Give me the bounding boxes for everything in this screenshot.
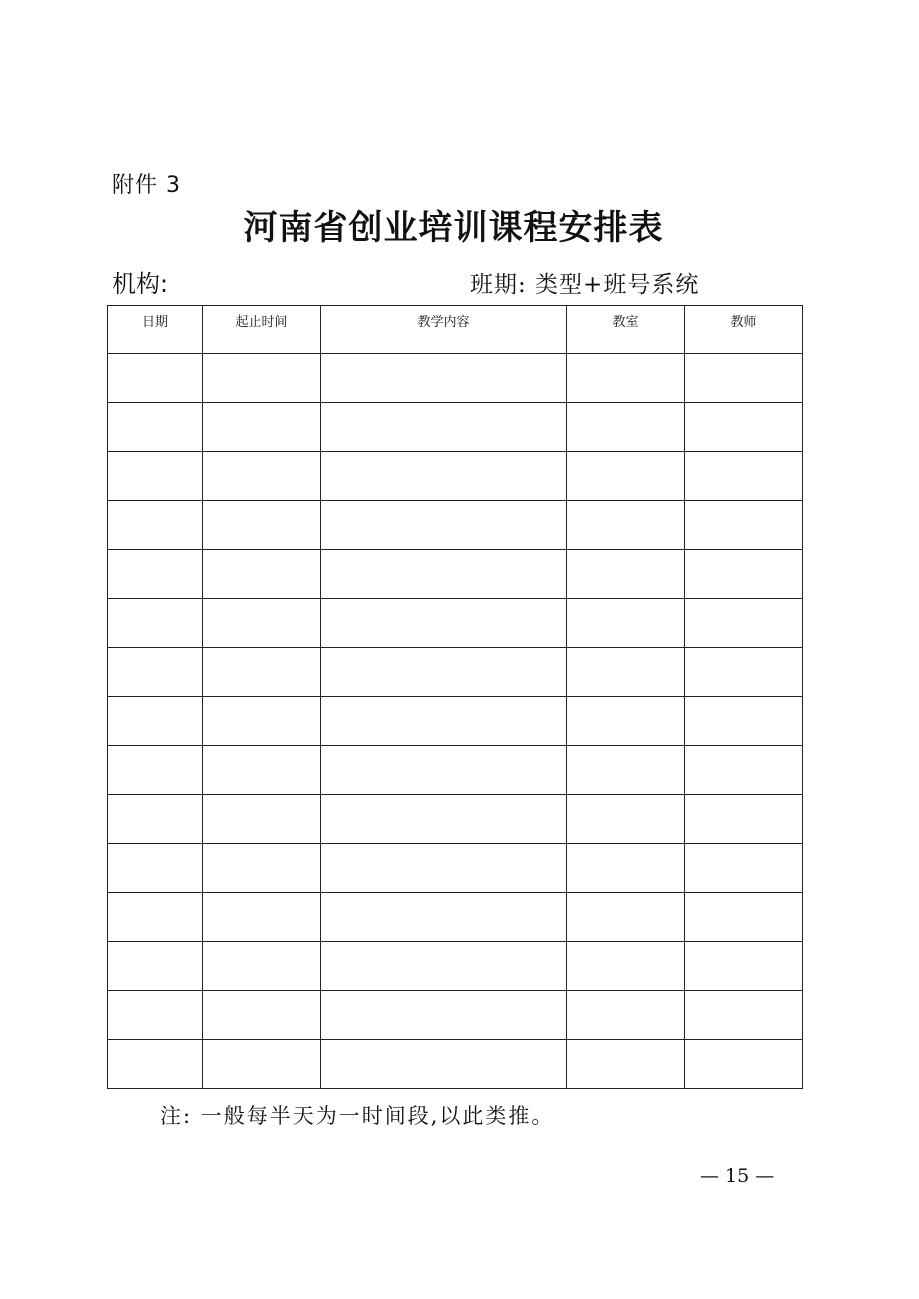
cell-teacher[interactable]: [685, 746, 803, 795]
cell-teacher[interactable]: [685, 550, 803, 599]
document-title-text: 河南省创业培训课程安排表: [243, 208, 664, 248]
cell-teacher[interactable]: [685, 844, 803, 893]
cell-time-range[interactable]: [203, 599, 321, 648]
cell-teaching-content[interactable]: [321, 697, 567, 746]
cell-teaching-content[interactable]: [321, 844, 567, 893]
cell-classroom[interactable]: [567, 795, 685, 844]
header-time-range: 起止时间: [203, 306, 321, 354]
cell-teaching-content[interactable]: [321, 648, 567, 697]
cell-teaching-content[interactable]: [321, 403, 567, 452]
cell-time-range[interactable]: [203, 452, 321, 501]
cell-date[interactable]: [108, 648, 203, 697]
cell-time-range[interactable]: [203, 648, 321, 697]
cell-date[interactable]: [108, 795, 203, 844]
document-title: [0, 200, 919, 249]
cell-date[interactable]: [108, 942, 203, 991]
cell-classroom[interactable]: [567, 991, 685, 1040]
cell-time-range[interactable]: [203, 844, 321, 893]
cell-teacher[interactable]: [685, 991, 803, 1040]
cell-teacher[interactable]: [685, 354, 803, 403]
header-teaching-content: 教学内容: [321, 306, 567, 354]
cell-teaching-content[interactable]: [321, 452, 567, 501]
table-header-row: [108, 306, 803, 354]
cell-classroom[interactable]: [567, 354, 685, 403]
cell-teaching-content[interactable]: [321, 893, 567, 942]
cell-teaching-content[interactable]: [321, 746, 567, 795]
cell-time-range[interactable]: [203, 354, 321, 403]
cell-teacher[interactable]: [685, 403, 803, 452]
table-row: [108, 550, 803, 599]
cell-teacher[interactable]: [685, 942, 803, 991]
header-classroom: 教室: [567, 306, 685, 354]
table-row: [108, 893, 803, 942]
cell-classroom[interactable]: [567, 893, 685, 942]
cell-date[interactable]: [108, 991, 203, 1040]
cell-teacher[interactable]: [685, 893, 803, 942]
cell-time-range[interactable]: [203, 403, 321, 452]
cell-classroom[interactable]: [567, 452, 685, 501]
cell-time-range[interactable]: [203, 746, 321, 795]
cell-time-range[interactable]: [203, 942, 321, 991]
table-row: [108, 354, 803, 403]
cell-date[interactable]: [108, 697, 203, 746]
cell-teacher[interactable]: [685, 1040, 803, 1089]
table-row: [108, 991, 803, 1040]
cell-teaching-content[interactable]: [321, 1040, 567, 1089]
cell-time-range[interactable]: [203, 1040, 321, 1089]
cell-classroom[interactable]: [567, 648, 685, 697]
cell-time-range[interactable]: [203, 893, 321, 942]
cell-date[interactable]: [108, 746, 203, 795]
cell-date[interactable]: [108, 599, 203, 648]
table-row: [108, 942, 803, 991]
cell-classroom[interactable]: [567, 942, 685, 991]
table-row: [108, 844, 803, 893]
cell-classroom[interactable]: [567, 550, 685, 599]
cell-date[interactable]: [108, 844, 203, 893]
cell-classroom[interactable]: [567, 501, 685, 550]
cell-classroom[interactable]: [567, 403, 685, 452]
table-body: [108, 354, 803, 1089]
cell-date[interactable]: [108, 550, 203, 599]
cell-date[interactable]: [108, 501, 203, 550]
cell-date[interactable]: [108, 893, 203, 942]
cell-date[interactable]: [108, 452, 203, 501]
cell-classroom[interactable]: [567, 1040, 685, 1089]
table-row: [108, 403, 803, 452]
organization-label: 机构:: [112, 270, 169, 298]
attachment-label: 附件 3: [112, 173, 181, 198]
cell-time-range[interactable]: [203, 697, 321, 746]
cell-teaching-content[interactable]: [321, 550, 567, 599]
cell-date[interactable]: [108, 403, 203, 452]
cell-teacher[interactable]: [685, 648, 803, 697]
cell-classroom[interactable]: [567, 746, 685, 795]
header-date: 日期: [108, 306, 203, 354]
table-row: [108, 648, 803, 697]
table-row: [108, 697, 803, 746]
cell-time-range[interactable]: [203, 550, 321, 599]
cell-classroom[interactable]: [567, 697, 685, 746]
cell-teacher[interactable]: [685, 501, 803, 550]
cell-teaching-content[interactable]: [321, 354, 567, 403]
table-row: [108, 1040, 803, 1089]
cell-teacher[interactable]: [685, 697, 803, 746]
cell-classroom[interactable]: [567, 599, 685, 648]
cell-time-range[interactable]: [203, 991, 321, 1040]
cell-teaching-content[interactable]: [321, 991, 567, 1040]
cell-teaching-content[interactable]: [321, 942, 567, 991]
cell-teaching-content[interactable]: [321, 501, 567, 550]
table-row: [108, 795, 803, 844]
cell-teacher[interactable]: [685, 599, 803, 648]
cell-date[interactable]: [108, 354, 203, 403]
cell-time-range[interactable]: [203, 501, 321, 550]
cell-teaching-content[interactable]: [321, 795, 567, 844]
cell-teacher[interactable]: [685, 795, 803, 844]
table-row: [108, 452, 803, 501]
table-row: [108, 746, 803, 795]
cell-date[interactable]: [108, 1040, 203, 1089]
cell-classroom[interactable]: [567, 844, 685, 893]
course-schedule-table: [107, 305, 803, 1089]
cell-time-range[interactable]: [203, 795, 321, 844]
table-row: [108, 501, 803, 550]
page-number: — 15 —: [700, 1165, 775, 1187]
table-row: [108, 599, 803, 648]
header-teacher: 教师: [685, 306, 803, 354]
cell-teaching-content[interactable]: [321, 599, 567, 648]
cell-teacher[interactable]: [685, 452, 803, 501]
footnote: 注: 一般每半天为一时间段,以此类推。: [160, 1104, 555, 1128]
class-period-label: 班期: 类型+班号系统: [470, 272, 700, 298]
